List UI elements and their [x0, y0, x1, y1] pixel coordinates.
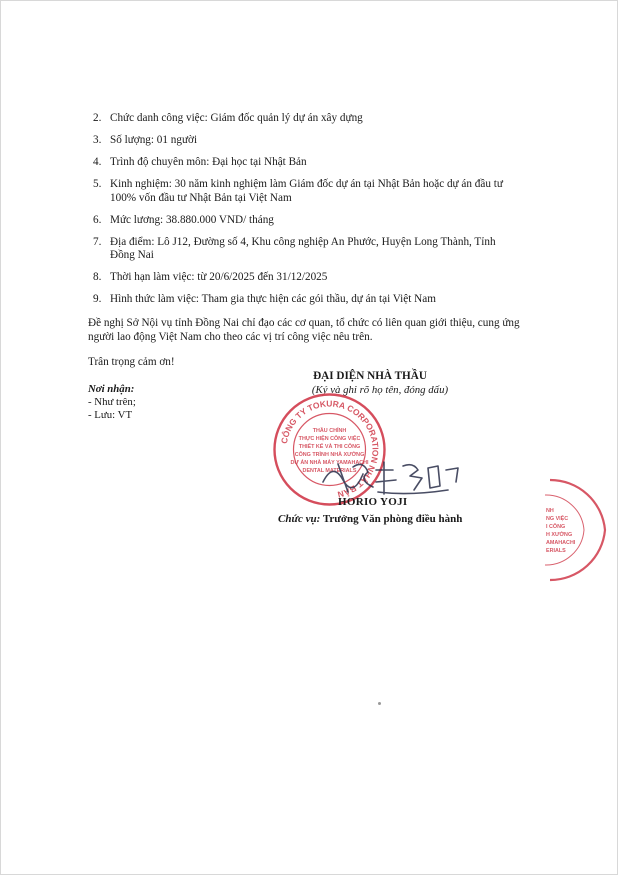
seal-center-line: CÔNG TRÌNH NHÀ XƯỞNG: [294, 452, 365, 458]
handwritten-signature: [318, 452, 468, 502]
list-item: 7. Địa điểm: Lô J12, Đường số 4, Khu công nghiệp An Phước, Huyện Long Thành, Tỉnh Đồng Nai: [93, 235, 496, 261]
speck: [378, 702, 381, 705]
list-item: 5. Kinh nghiệm: 30 năm kinh nghiệm làm Giám đốc dự án tại Nhật Bản hoặc dự án đầu tư 100% vốn đầu tư Nhật Bản tại Việt Nam: [93, 178, 503, 204]
list-item: 3. Số lượng: 01 người: [93, 134, 198, 146]
recipients-block: [88, 383, 136, 422]
signer-position: [278, 513, 462, 525]
list-item: 8. Thời hạn làm việc: từ 20/6/2025 đến 31/12/2025: [93, 271, 328, 283]
recipient-line: - Lưu: VT: [88, 409, 133, 421]
seal-center-line: THIẾT KẾ VÀ THI CÔNG: [298, 444, 361, 450]
partial-seal-line: AMAHACHI: [546, 540, 576, 546]
partial-seal-line: NH: [546, 508, 554, 514]
job-details-list: [93, 112, 523, 315]
representative-title: ĐẠI DIỆN NHÀ THẦU: [313, 370, 427, 382]
recipient-line: - Như trên;: [88, 396, 136, 408]
list-item: 6. Mức lương: 38.880.000 VND/ tháng: [93, 213, 274, 226]
signer-name: HORIO YOJI: [338, 496, 408, 508]
partial-seal-line: H XƯỞNG: [546, 532, 573, 538]
recipients-label: Nơi nhận:: [88, 383, 135, 395]
list-item: 4. Trình độ chuyên môn: Đại học tại Nhật Bản: [93, 156, 307, 168]
seal-center-line: THẦU CHÍNH: [312, 428, 347, 434]
seal-center-line: DENTAL MATERIALS: [302, 468, 357, 474]
list-item: 2. Chức danh công việc: Giám đốc quản lý dự án xây dựng: [93, 112, 363, 124]
partial-seal: [540, 470, 620, 590]
request-paragraph: Đề nghị Sở Nội vụ tỉnh Đồng Nai chỉ đạo các cơ quan, tổ chức có liên quan giới thiệu, cung ứng người lao động Việt Nam cho theo các vị trí công việc nêu trên.: [88, 317, 520, 343]
partial-seal-line: I CÔNG: [546, 524, 566, 530]
seal-ring-text: CÔNG TY TOKURA CORPORATION NHẬT BẢN: [278, 398, 381, 500]
seal-center-line: DỰ ÁN NHÀ MÁY YAMAHACHI: [290, 460, 369, 466]
signature-note: (Ký và ghi rõ họ tên, đóng dấu): [311, 384, 449, 396]
partial-seal-line: ERIALS: [546, 548, 566, 554]
position-value: Trưởng Văn phòng điều hành: [322, 513, 463, 525]
list-item: 9. Hình thức làm việc: Tham gia thực hiện các gói thầu, dự án tại Việt Nam: [93, 293, 436, 305]
partial-seal-line: NG VIỆC: [546, 516, 569, 522]
position-label: Chức vụ:: [278, 513, 321, 525]
seal-center-line: THỰC HIỆN CÔNG VIỆC: [298, 436, 361, 442]
closing-text: Trân trọng cảm ơn!: [88, 356, 175, 368]
